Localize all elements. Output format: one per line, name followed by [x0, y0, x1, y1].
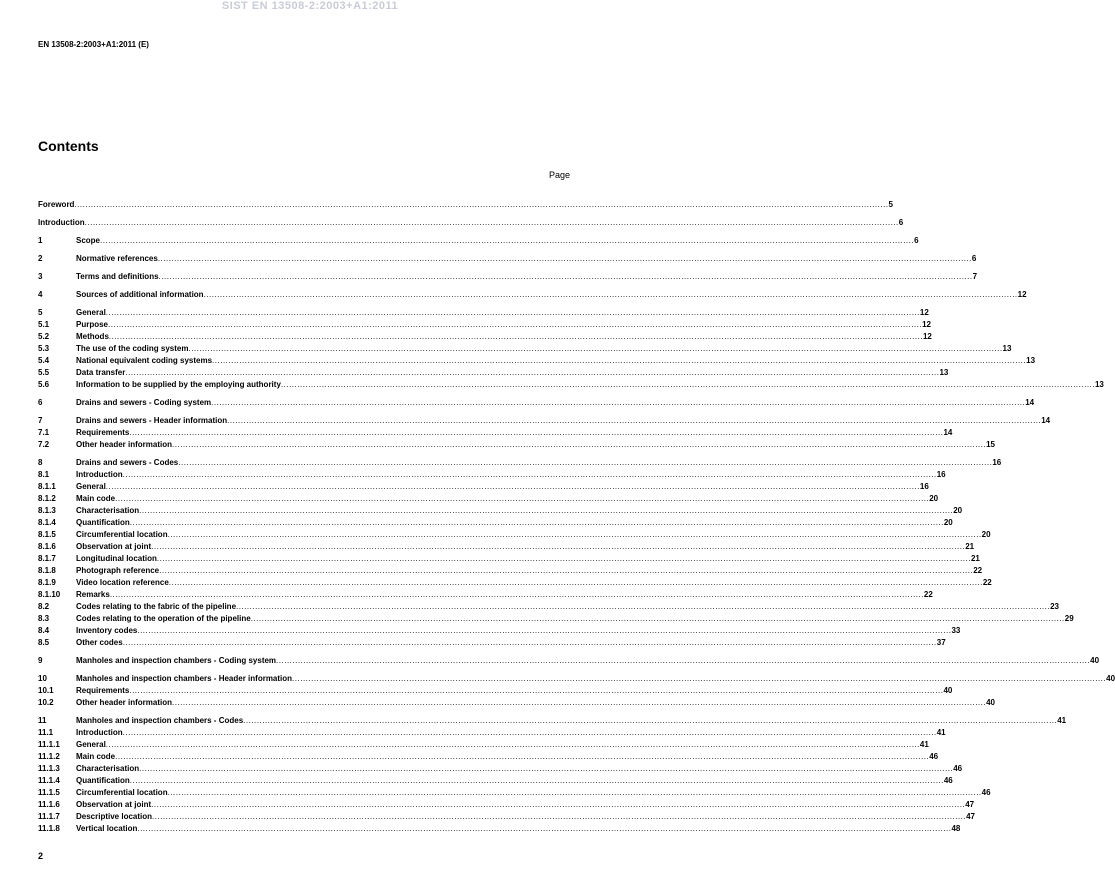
toc-entry-title: Characterisation: [76, 764, 140, 773]
toc-entry-number: 7.1: [38, 428, 50, 437]
toc-entry-page: 41: [1057, 716, 1067, 725]
toc-entry[interactable]: [38, 740, 929, 752]
toc-entry-title: Main code: [76, 752, 116, 761]
toc-entry-page: 22: [982, 578, 992, 587]
toc-entry-title: Drains and sewers - Header information: [76, 416, 228, 425]
toc-leader-dots: [292, 674, 1106, 683]
toc-entry-title: The use of the coding system: [76, 344, 189, 353]
toc-leader-dots: [106, 482, 920, 491]
toc-entry[interactable]: [38, 218, 904, 230]
toc-entry-title: National equivalent coding systems: [76, 356, 213, 365]
toc-entry-title: Quantification: [76, 518, 130, 527]
toc-leader-dots: [204, 290, 1018, 299]
toc-leader-dots: [158, 254, 972, 263]
toc-entry-title: Methods: [76, 332, 109, 341]
toc-entry-title: Observation at joint: [76, 800, 152, 809]
toc-leader-dots: [172, 440, 986, 449]
toc-leader-dots: [100, 236, 914, 245]
toc-entry[interactable]: [38, 470, 946, 482]
toc-entry[interactable]: [38, 332, 932, 344]
toc-entry-number: 10.2: [38, 698, 54, 707]
toc-entry[interactable]: [38, 428, 953, 440]
toc-entry-title: Longitudinal location: [76, 554, 157, 563]
toc-entry-number: 5.6: [38, 380, 50, 389]
toc-entry-page: 16: [919, 482, 929, 491]
toc-leader-dots: [106, 740, 920, 749]
toc-entry-page: 16: [992, 458, 1002, 467]
toc-leader-dots: [130, 776, 944, 785]
toc-entry-page: 47: [965, 800, 975, 809]
toc-leader-dots: [227, 416, 1041, 425]
toc-entry[interactable]: [38, 812, 976, 824]
toc-entry[interactable]: [38, 236, 919, 248]
toc-leader-dots: [108, 320, 922, 329]
toc-leader-dots: [115, 752, 929, 761]
toc-entry-number: 8.1.3: [38, 506, 56, 515]
toc-leader-dots: [123, 728, 937, 737]
toc-entry-title: Codes relating to the fabric of the pipeline: [76, 602, 237, 611]
toc-entry-title: General: [76, 308, 106, 317]
toc-entry-page: 47: [966, 812, 976, 821]
toc-entry-page: 14: [1041, 416, 1051, 425]
toc-entry[interactable]: [38, 200, 893, 212]
toc-leader-dots: [243, 716, 1057, 725]
toc-entry[interactable]: [38, 800, 975, 812]
toc-entry-title: Introduction: [76, 728, 123, 737]
toc-entry[interactable]: [38, 344, 1012, 356]
toc-entry-title: Circumferential location: [76, 788, 168, 797]
toc-entry-page: 41: [919, 740, 929, 749]
toc-entry[interactable]: [38, 788, 991, 800]
toc-entry-number: 11.1.3: [38, 764, 60, 773]
toc-entry-title: Scope: [76, 236, 101, 245]
toc-entry-page: 21: [970, 554, 980, 563]
toc-entry-title: Other codes: [76, 638, 123, 647]
toc-entry-page: 13: [939, 368, 949, 377]
toc-entry[interactable]: [38, 602, 1059, 614]
toc-entry-title: Descriptive location: [76, 812, 153, 821]
toc-leader-dots: [159, 566, 973, 575]
page-column-label: Page: [548, 170, 570, 180]
toc-entry-number: 8.5: [38, 638, 50, 647]
toc-leader-dots: [151, 542, 965, 551]
toc-entry-page: 5: [888, 200, 893, 209]
toc-entry-page: 7: [972, 272, 978, 281]
toc-entry-page: 37: [936, 638, 946, 647]
toc-entry[interactable]: [38, 824, 961, 836]
toc-entry-page: 46: [929, 752, 939, 761]
toc-entry-page: 40: [1090, 656, 1100, 665]
toc-entry-page: 40: [943, 686, 953, 695]
toc-entry-number: 5.4: [38, 356, 50, 365]
toc-leader-dots: [168, 530, 982, 539]
toc-entry-page: 20: [929, 494, 939, 503]
toc-entry-title: Video location reference: [76, 578, 169, 587]
toc-entry-page: 16: [936, 470, 946, 479]
toc-entry-title: General: [76, 740, 106, 749]
toc-entry-number: 11.1.5: [38, 788, 60, 797]
toc-entry-page: 14: [943, 428, 953, 437]
toc-leader-dots: [129, 686, 943, 695]
contents-heading: Contents: [38, 138, 99, 154]
toc-entry-page: 48: [951, 824, 961, 833]
toc-entry-number: 8.1.8: [38, 566, 56, 575]
toc-entry-number: 8.1.2: [38, 494, 56, 503]
toc-entry[interactable]: [38, 482, 929, 494]
toc-entry-number: 5: [38, 308, 43, 317]
toc-entry-page: 12: [1017, 290, 1027, 299]
toc-leader-dots: [281, 380, 1095, 389]
toc-leader-dots: [169, 578, 983, 587]
toc-leader-dots: [123, 470, 937, 479]
toc-entry[interactable]: [38, 308, 929, 320]
toc-entry[interactable]: [38, 518, 953, 530]
toc-leader-dots: [129, 428, 943, 437]
toc-entry[interactable]: [38, 506, 963, 518]
toc-entry-number: 8.1.5: [38, 530, 56, 539]
toc-leader-dots: [172, 698, 986, 707]
toc-entry-page: 22: [973, 566, 983, 575]
toc-leader-dots: [110, 590, 924, 599]
toc-entry[interactable]: [38, 776, 953, 788]
toc-entry-page: 15: [986, 440, 995, 449]
toc-entry-page: 13: [1026, 356, 1036, 365]
toc-entry-number: 11: [38, 716, 47, 725]
toc-entry[interactable]: [38, 554, 980, 566]
toc-entry-title: Characterisation: [76, 506, 140, 515]
toc-entry-title: Circumferential location: [76, 530, 168, 539]
toc-entry-title: Requirements: [76, 686, 130, 695]
toc-entry-number: 4: [38, 290, 43, 299]
toc-leader-dots: [125, 368, 939, 377]
toc-leader-dots: [251, 614, 1065, 623]
toc-leader-dots: [212, 356, 1026, 365]
toc-entry-number: 2: [38, 254, 43, 263]
toc-entry[interactable]: [38, 686, 953, 698]
toc-entry-number: 11.1.2: [38, 752, 60, 761]
toc-entry-number: 10: [38, 674, 47, 683]
toc-entry-title: Codes relating to the operation of the pipeline: [76, 614, 251, 623]
toc-leader-dots: [106, 308, 920, 317]
toc-entry-page: 40: [986, 698, 995, 707]
toc-entry-number: 3: [38, 272, 43, 281]
toc-leader-dots: [157, 554, 971, 563]
toc-entry-page: 13: [1094, 380, 1104, 389]
toc-entry-number: 8.1.7: [38, 554, 56, 563]
toc-entry-number: 5.1: [38, 320, 50, 329]
toc-entry[interactable]: [38, 494, 939, 506]
toc-entry-page: 13: [1002, 344, 1012, 353]
toc-entry-page: 12: [919, 308, 929, 317]
toc-entry-page: 46: [943, 776, 953, 785]
toc-leader-dots: [123, 638, 937, 647]
toc-entry-number: 11.1.6: [38, 800, 60, 809]
toc-entry-number: 8.1: [38, 470, 50, 479]
toc-leader-dots: [178, 458, 992, 467]
toc-entry-number: 1: [38, 236, 43, 245]
toc-entry[interactable]: [38, 254, 977, 266]
toc-leader-dots: [188, 344, 1002, 353]
toc-leader-dots: [139, 764, 953, 773]
toc-entry-number: 11.1.4: [38, 776, 60, 785]
toc-entry-title: Inventory codes: [76, 626, 138, 635]
toc-entry-page: 12: [922, 332, 932, 341]
toc-entry-number: 9: [38, 656, 43, 665]
toc-leader-dots: [139, 506, 953, 515]
toc-entry-number: 6: [38, 398, 43, 407]
toc-entry-page: 20: [953, 506, 963, 515]
toc-entry-number: 8.3: [38, 614, 50, 623]
toc-leader-dots: [151, 800, 965, 809]
toc-entry-number: 11.1: [38, 728, 54, 737]
toc-entry-page: 40: [1106, 674, 1115, 683]
toc-entry-number: 8: [38, 458, 43, 467]
toc-entry-title: Drains and sewers - Coding system: [76, 398, 212, 407]
toc-entry-title: Drains and sewers - Codes: [76, 458, 179, 467]
toc-entry-title: Requirements: [76, 428, 130, 437]
toc-entry[interactable]: [38, 752, 939, 764]
toc-entry[interactable]: [38, 716, 1067, 728]
toc-entry-page: 6: [914, 236, 919, 245]
toc-entry-number: 8.2: [38, 602, 50, 611]
toc-leader-dots: [137, 824, 951, 833]
toc-entry-page: 41: [936, 728, 946, 737]
toc-entry-title: Terms and definitions: [76, 272, 159, 281]
toc-entry-number: 8.1.6: [38, 542, 56, 551]
toc-entry[interactable]: [38, 764, 963, 776]
toc-leader-dots: [115, 494, 929, 503]
toc-leader-dots: [211, 398, 1025, 407]
toc-entry-page: 6: [898, 218, 904, 227]
watermark: SIST EN 13508-2:2003+A1:2011: [221, 0, 399, 12]
toc-entry-title: Photograph reference: [76, 566, 160, 575]
toc-entry-number: 8.1.10: [38, 590, 61, 599]
toc-entry-number: 5.3: [38, 344, 50, 353]
document-identifier: EN 13508-2:2003+A1:2011 (E): [38, 40, 149, 49]
toc-entry[interactable]: [38, 416, 1051, 428]
toc-entry-title: Remarks: [76, 590, 110, 599]
toc-entry-title: Introduction: [76, 470, 123, 479]
toc-entry-title: Sources of additional information: [76, 290, 204, 299]
toc-entry-page: 20: [943, 518, 953, 527]
toc-entry-title: Manholes and inspection chambers - Header information: [76, 674, 293, 683]
toc-entry[interactable]: [38, 626, 961, 638]
toc-entry-page: 46: [953, 764, 963, 773]
toc-entry-page: 12: [922, 320, 931, 329]
toc-entry[interactable]: [38, 698, 995, 710]
toc-entry-number: 7: [38, 416, 43, 425]
toc-entry[interactable]: [38, 674, 1115, 686]
toc-entry[interactable]: [38, 398, 1035, 410]
toc-entry-page: 29: [1064, 614, 1074, 623]
toc-leader-dots: [137, 626, 951, 635]
toc-entry[interactable]: [38, 542, 975, 554]
toc-entry[interactable]: [38, 656, 1100, 668]
toc-entry-title: Manholes and inspection chambers - Codes: [76, 716, 244, 725]
toc-entry[interactable]: [38, 638, 946, 650]
toc-entry[interactable]: [38, 368, 949, 380]
toc-entry-title: Purpose: [76, 320, 109, 329]
toc-entry-number: 8.4: [38, 626, 50, 635]
toc-entry-page: 23: [1050, 602, 1059, 611]
toc-entry-title: Normative references: [76, 254, 158, 263]
toc-entry-number: 8.1.4: [38, 518, 56, 527]
toc-entry-page: 20: [981, 530, 991, 539]
toc-entry[interactable]: [38, 728, 946, 740]
toc-leader-dots: [109, 332, 923, 341]
toc-entry-number: 5.2: [38, 332, 50, 341]
toc-entry[interactable]: [38, 380, 1104, 392]
toc-leader-dots: [159, 272, 973, 281]
toc-entry-page: 22: [923, 590, 933, 599]
toc-entry-page: 21: [965, 542, 975, 551]
toc-entry[interactable]: [38, 272, 978, 284]
toc-entry[interactable]: [38, 590, 933, 602]
toc-entry-title: General: [76, 482, 106, 491]
toc-entry-title: Observation at joint: [76, 542, 152, 551]
toc-entry-title: Vertical location: [76, 824, 138, 833]
toc-leader-dots: [85, 218, 899, 227]
toc-leader-dots: [130, 518, 944, 527]
toc-entry-page: 14: [1025, 398, 1035, 407]
toc-entry[interactable]: [38, 290, 1027, 302]
toc-entry-number: 11.1.7: [38, 812, 60, 821]
page-number: 2: [38, 851, 44, 861]
toc-entry-number: 10.1: [38, 686, 54, 695]
toc-leader-dots: [74, 200, 888, 209]
toc-leader-dots: [276, 656, 1090, 665]
toc-entry[interactable]: [38, 566, 983, 578]
toc-entry-title: Manholes and inspection chambers - Coding system: [76, 656, 277, 665]
toc-entry-title: Introduction: [38, 218, 85, 227]
toc-entry-number: 5.5: [38, 368, 50, 377]
toc-leader-dots: [236, 602, 1050, 611]
toc-entry-number: 8.1.1: [38, 482, 56, 491]
toc-entry-title: Quantification: [76, 776, 130, 785]
toc-entry-page: 46: [981, 788, 991, 797]
toc-entry-number: 11.1.8: [38, 824, 60, 833]
toc-entry-number: 7.2: [38, 440, 50, 449]
toc-entry[interactable]: [38, 458, 1002, 470]
toc-entry[interactable]: [38, 320, 931, 332]
toc-entry-number: 8.1.9: [38, 578, 56, 587]
toc-leader-dots: [152, 812, 966, 821]
toc-entry[interactable]: [38, 530, 991, 542]
toc-entry-title: Other header information: [76, 698, 173, 707]
table-of-contents: [38, 200, 1115, 836]
toc-leader-dots: [168, 788, 982, 797]
toc-entry[interactable]: [38, 578, 992, 590]
toc-entry-title: Data transfer: [76, 368, 126, 377]
toc-entry[interactable]: [38, 614, 1074, 626]
toc-entry[interactable]: [38, 440, 995, 452]
toc-entry-title: Foreword: [38, 200, 75, 209]
toc-entry-title: Main code: [76, 494, 116, 503]
toc-entry-title: Other header information: [76, 440, 173, 449]
toc-entry[interactable]: [38, 356, 1036, 368]
toc-entry-page: 33: [951, 626, 961, 635]
toc-entry-page: 6: [971, 254, 977, 263]
toc-entry-number: 11.1.1: [38, 740, 60, 749]
toc-entry-title: Information to be supplied by the employing authority: [76, 380, 281, 389]
